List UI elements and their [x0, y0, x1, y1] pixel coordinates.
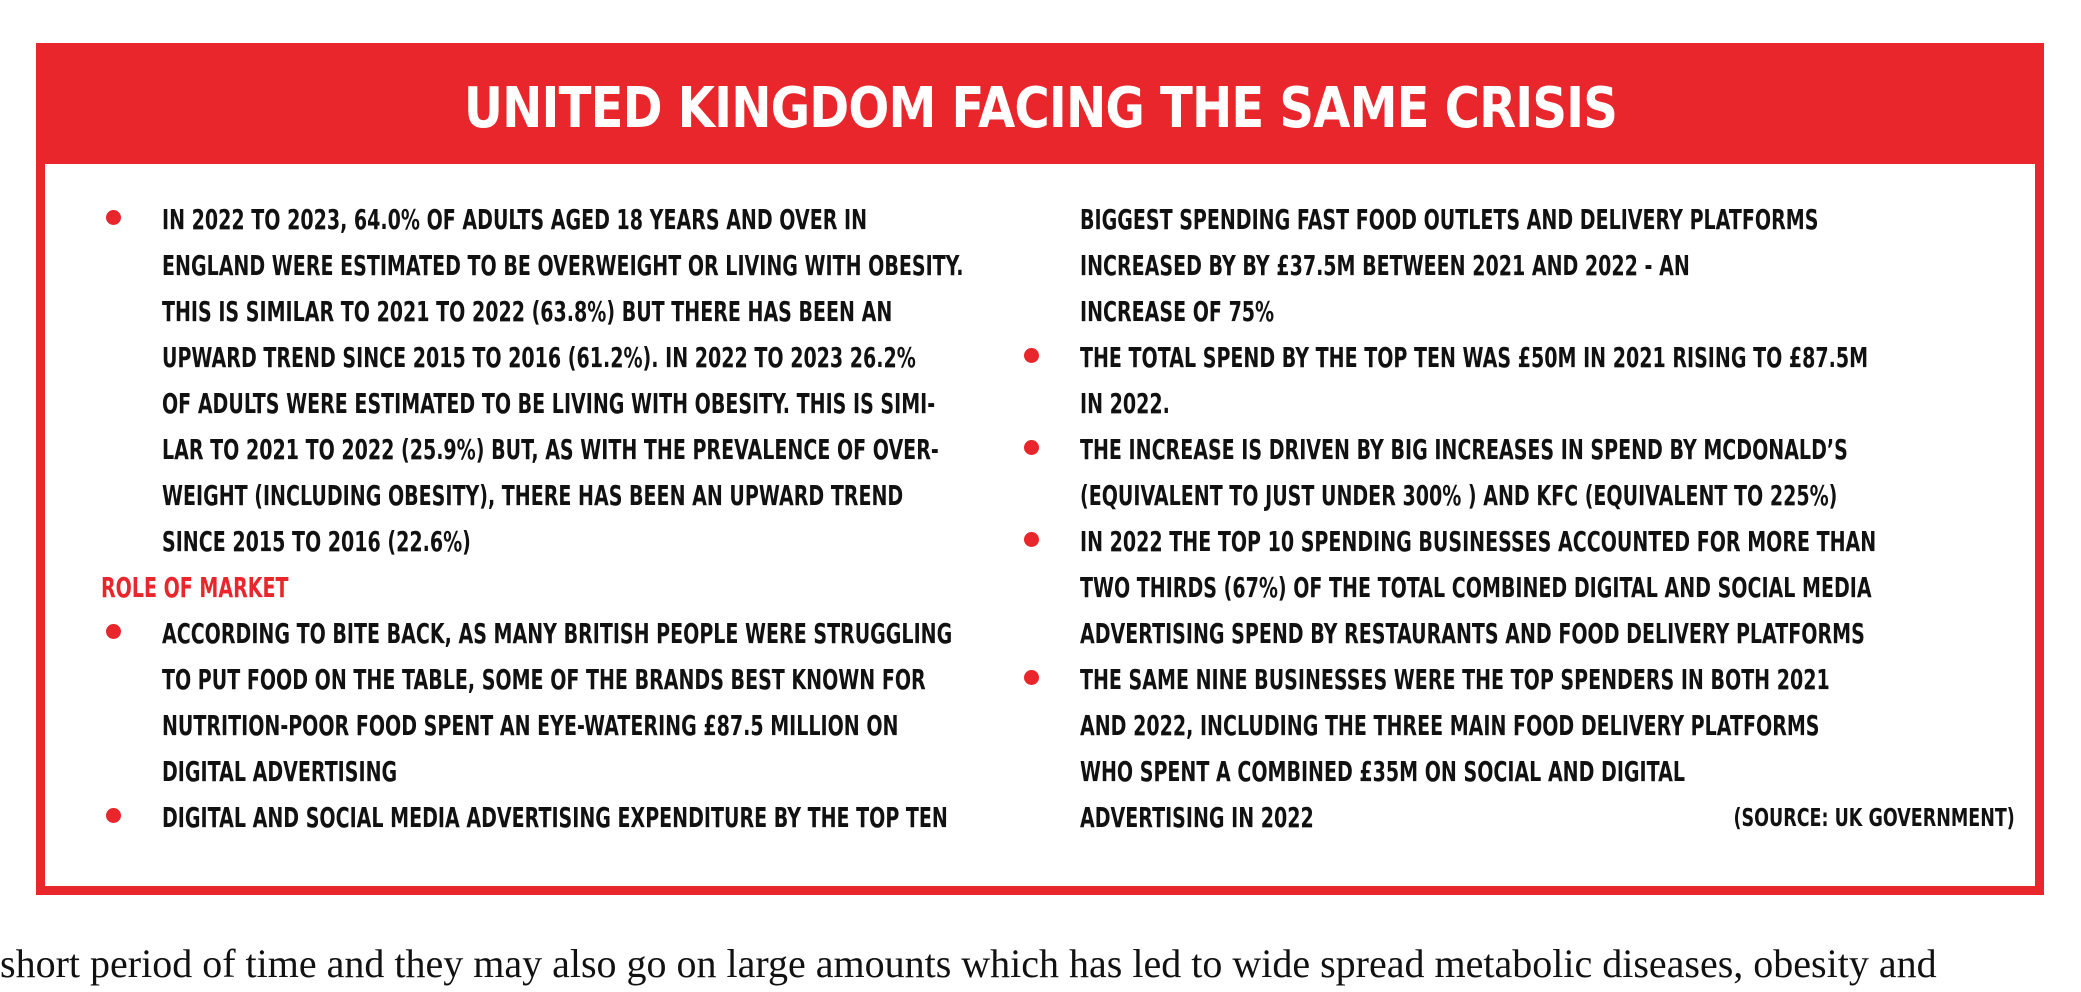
text-line: THIS IS SIMILAR TO 2021 TO 2022 (63.8%) BUT THERE HAS BEEN AN [162, 295, 893, 328]
crisis-infobox [36, 43, 2044, 895]
text-line: ADVERTISING SPEND BY RESTAURANTS AND FOOD DELIVERY PLATFORMS [1080, 617, 1865, 650]
text-line: IN 2022 THE TOP 10 SPENDING BUSINESSES ACCOUNTED FOR MORE THAN [1080, 525, 1877, 558]
text-line: IN 2022. [1080, 387, 1170, 420]
bullet-dot-icon [1024, 348, 1039, 363]
infobox-title: UNITED KINGDOM FACING THE SAME CRISIS [463, 75, 1617, 141]
text-line: ACCORDING TO BITE BACK, AS MANY BRITISH PEOPLE WERE STRUGGLING [162, 617, 953, 650]
text-line: INCREASE OF 75% [1080, 295, 1275, 328]
section-heading-role-of-market [101, 565, 987, 611]
text-line: ENGLAND WERE ESTIMATED TO BE OVERWEIGHT OR LIVING WITH OBESITY. [162, 249, 964, 282]
bullet-ad-expenditure-continued [1080, 197, 2015, 335]
text-line: UPWARD TREND SINCE 2015 TO 2016 (61.2%). IN 2022 TO 2023 26.2% [162, 341, 916, 374]
text-line: AND 2022, INCLUDING THE THREE MAIN FOOD DELIVERY PLATFORMS [1080, 709, 1820, 742]
right-column [1080, 197, 2015, 841]
bullet-total-spend [1080, 335, 2015, 427]
source-citation [1613, 795, 2015, 841]
text-line: OF ADULTS WERE ESTIMATED TO BE LIVING WITH OBESITY. THIS IS SIMI- [162, 387, 936, 420]
article-body-text: short period of time and they may also go on large amounts which has led to wide spread metabolic diseases, obesity and [0, 941, 1937, 986]
text-line: TWO THIRDS (67%) OF THE TOTAL COMBINED DIGITAL AND SOCIAL MEDIA [1080, 571, 1872, 604]
bullet-dot-icon [1024, 532, 1039, 547]
text-line: THE INCREASE IS DRIVEN BY BIG INCREASES IN SPEND BY MCDONALD’S [1080, 433, 1848, 466]
bullet-top-ten-share [1080, 519, 2015, 657]
bullet-dot-icon [1024, 670, 1039, 685]
text-line: BIGGEST SPENDING FAST FOOD OUTLETS AND DELIVERY PLATFORMS [1080, 203, 1819, 236]
text-line: DIGITAL AND SOCIAL MEDIA ADVERTISING EXPENDITURE BY THE TOP TEN [162, 801, 948, 834]
bullet-bite-back [101, 611, 987, 795]
text-line: WHO SPENT A COMBINED £35M ON SOCIAL AND DIGITAL [1080, 755, 1686, 788]
bullet-dot-icon [1024, 440, 1039, 455]
bullet-dot-icon [106, 808, 121, 823]
text-line: THE TOTAL SPEND BY THE TOP TEN WAS £50M IN 2021 RISING TO £87.5M [1080, 341, 1869, 374]
title-banner [45, 52, 2035, 164]
bullet-dot-icon [106, 624, 121, 639]
text-line: TO PUT FOOD ON THE TABLE, SOME OF THE BRANDS BEST KNOWN FOR [162, 663, 926, 696]
text-line: THE SAME NINE BUSINESSES WERE THE TOP SPENDERS IN BOTH 2021 [1080, 663, 1830, 696]
text-line: (EQUIVALENT TO JUST UNDER 300% ) AND KFC (EQUIVALENT TO 225%) [1080, 479, 1838, 512]
bullet-increase-drivers [1080, 427, 2015, 519]
text-line: SINCE 2015 TO 2016 (22.6%) [162, 525, 471, 558]
source-text: (SOURCE: UK GOVERNMENT) [1733, 803, 2015, 832]
text-line: IN 2022 TO 2023, 64.0% OF ADULTS AGED 18 YEARS AND OVER IN [162, 203, 868, 236]
text-line: NUTRITION-POOR FOOD SPENT AN EYE-WATERING £87.5 MILLION ON [162, 709, 899, 742]
text-line: WEIGHT (INCLUDING OBESITY), THERE HAS BEEN AN UPWARD TREND [162, 479, 904, 512]
text-line: ADVERTISING IN 2022 [1080, 801, 1314, 834]
bullet-nine-businesses [1080, 657, 2015, 841]
bullet-dot-icon [106, 210, 121, 225]
left-column [101, 197, 987, 841]
text-line: DIGITAL ADVERTISING [162, 755, 398, 788]
bullet-ad-expenditure [101, 795, 987, 841]
bullet-obesity-stats [101, 197, 987, 565]
text-line: LAR TO 2021 TO 2022 (25.9%) BUT, AS WITH THE PREVALENCE OF OVER- [162, 433, 939, 466]
section-heading-text: ROLE OF MARKET [101, 571, 289, 604]
text-line: INCREASED BY BY £37.5M BETWEEN 2021 AND 2022 - AN [1080, 249, 1690, 282]
